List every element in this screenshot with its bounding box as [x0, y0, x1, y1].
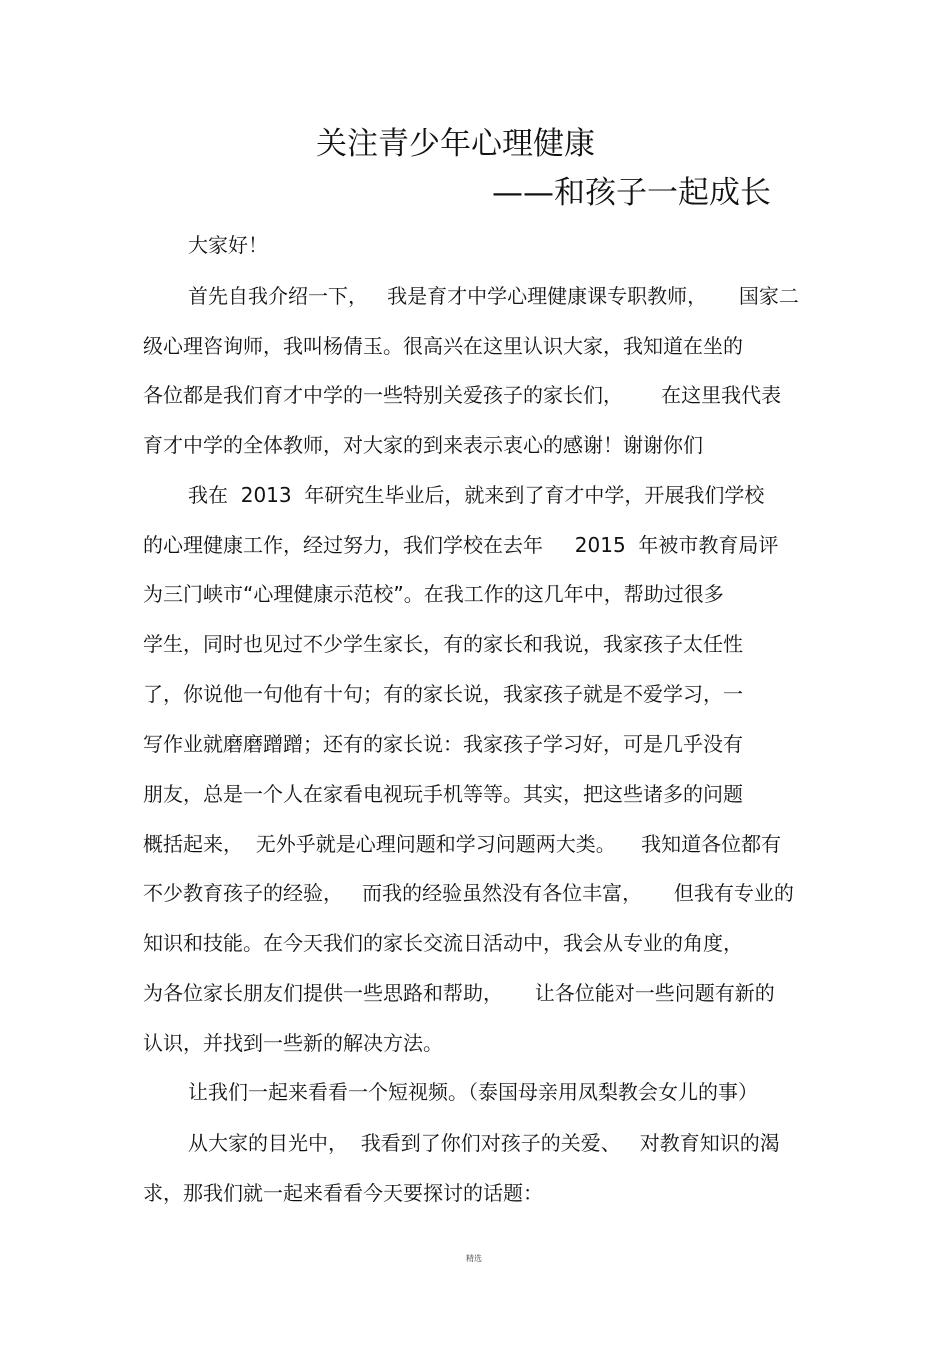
paragraph-line: 认识，并找到一些新的解决方法。 — [143, 1031, 443, 1055]
paragraph-line: 概括起来， 无外乎就是心理问题和学习问题两大类。 我知道各位都有 — [143, 832, 782, 856]
paragraph-line: 育才中学的全体教师，对大家的到来表示衷心的感谢！谢谢你们 — [143, 433, 703, 457]
paragraph-line: 不少教育孩子的经验， 而我的经验虽然没有各位丰富， 但我有专业的 — [143, 881, 794, 905]
paragraph-line: 各位都是我们育才中学的一些特别关爱孩子的家长们， 在这里我代表 — [143, 383, 782, 407]
paragraph-line: 为三门峡市“心理健康示范校”。在我工作的这几年中，帮助过很多 — [143, 582, 724, 606]
paragraph-line: 了，你说他一句他有十句；有的家长说，我家孩子就是不爱学习，一 — [143, 682, 743, 706]
page-footer-label: 精选 — [466, 1254, 482, 1263]
paragraph-line: 学生，同时也见过不少学生家长，有的家长和我说，我家孩子太任性 — [143, 632, 743, 656]
paragraph-line: 首先自我介绍一下， 我是育才中学心理健康课专职教师， 国家二 — [188, 284, 799, 308]
paragraph-line: 让我们一起来看看一个短视频。（泰国母亲用凤梨教会女儿的事） — [188, 1080, 758, 1104]
paragraph-line: 求，那我们就一起来看看今天要探讨的话题： — [143, 1181, 543, 1205]
paragraph-line: 为各位家长朋友们提供一些思路和帮助， 让各位能对一些问题有新的 — [143, 981, 775, 1005]
paragraph-line: 朋友，总是一个人在家看电视玩手机等等。其实，把这些诸多的问题 — [143, 782, 743, 806]
document-title: 关注青少年心理健康 — [316, 126, 595, 162]
paragraph-line: 我在 2013 年研究生毕业后，就来到了育才中学，开展我们学校 — [188, 483, 765, 507]
paragraph-line: 的心理健康工作，经过努力，我们学校在去年 2015 年被市教育局评 — [143, 533, 779, 557]
paragraph-line: 知识和技能。在今天我们的家长交流日活动中，我会从专业的角度， — [143, 931, 743, 955]
paragraph-line: 从大家的目光中， 我看到了你们对孩子的关爱、 对教育知识的渴 — [188, 1131, 780, 1155]
paragraph-line: 级心理咨询师，我叫杨倩玉。很高兴在这里认识大家，我知道在坐的 — [143, 334, 743, 358]
paragraph-line: 大家好！ — [188, 233, 268, 257]
paragraph-line: 写作业就磨磨蹭蹭；还有的家长说：我家孩子学习好，可是几乎没有 — [143, 732, 743, 756]
document-subtitle: ——和孩子一起成长 — [492, 175, 771, 211]
